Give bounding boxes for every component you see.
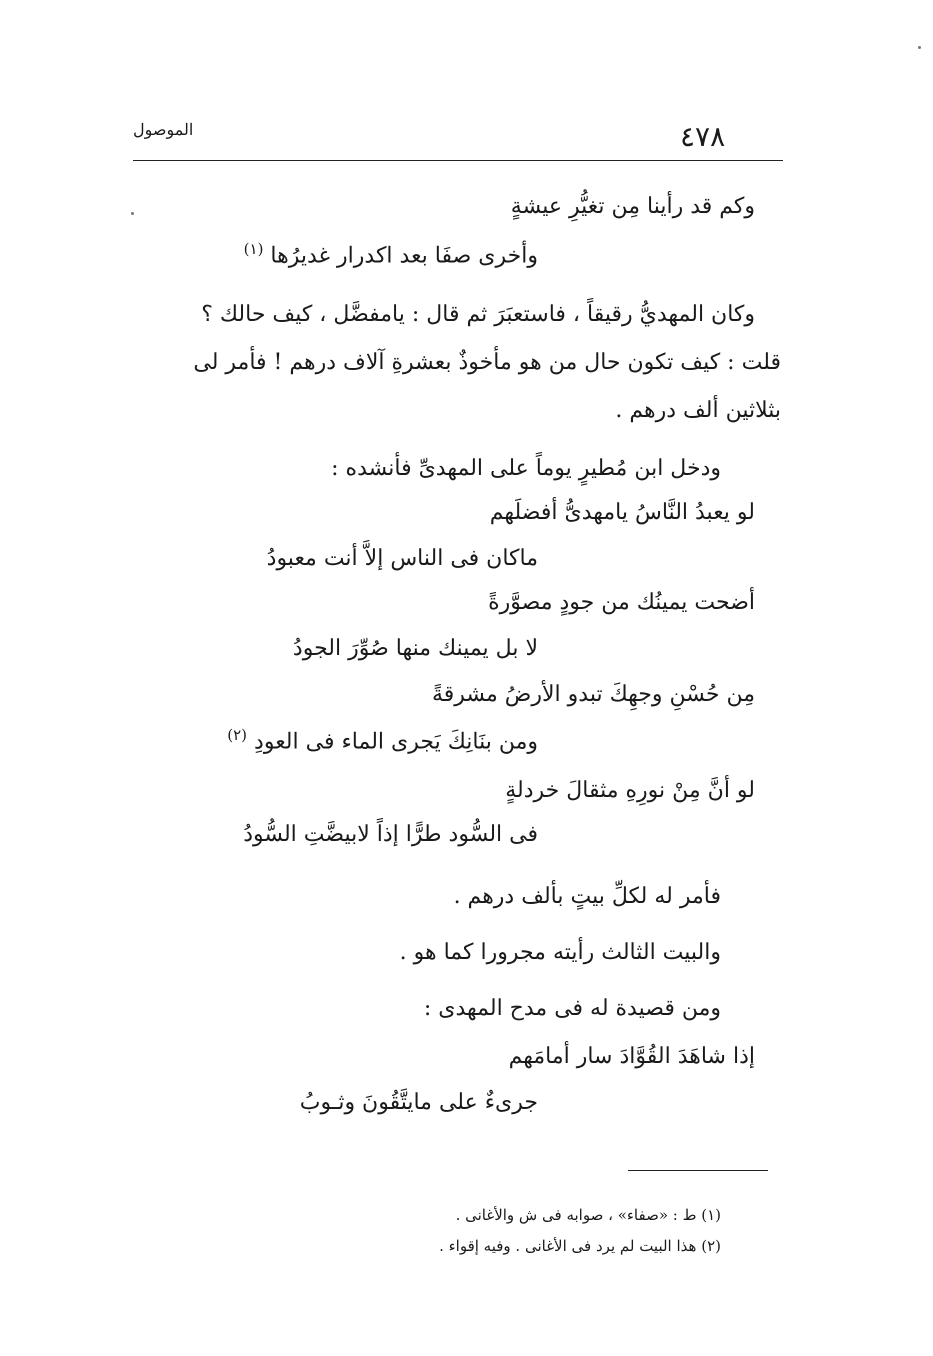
scan-speck: [131, 212, 134, 215]
poem-line: ماكان فى الناس إلاَّ أنت معبودُ: [266, 546, 538, 571]
poem-line: لا بل يمينك منها صُوِّرَ الجودُ: [292, 636, 538, 661]
poem-2-second-hemistich: جرىءٌ على مايتَّقُونَ وثـوبُ: [299, 1090, 538, 1115]
verse-1-first-hemistich: وكم قد رأينا مِن تغيُّرِ عيشةٍ: [510, 194, 755, 219]
prose-paragraph-line-3: بثلاثين ألف درهم .: [615, 398, 781, 423]
page-number: ٤٧٨: [680, 120, 726, 153]
prose-third-verse-note: والبيت الثالث رأيته مجرورا كما هو .: [399, 940, 721, 965]
prose-reward: فأمر له لكلِّ بيتٍ بألف درهم .: [453, 884, 721, 909]
poem-line: لو يعبدُ النَّاسُ يامهدىُّ أفضلَهم: [489, 500, 755, 525]
prose-intro-ibn-mutayr: ودخل ابن مُطيرٍ يوماً على المهدىِّ فأنشده :: [331, 456, 721, 481]
footnote-marker-2: (٢): [227, 726, 248, 744]
verse-1-second-hemistich: [244, 242, 538, 267]
poem-2-first-hemistich: إذا شاهَدَ القُوَّادَ سار أمامَهم: [508, 1044, 755, 1069]
header-rule: [133, 160, 783, 161]
verse-1-second-hemistich-text: وأخرى صفَا بعد اكدرار غديرُها: [270, 243, 538, 269]
footnote-marker-1: (١): [243, 240, 264, 258]
prose-paragraph-line-2: قلت : كيف تكون حال من هو مأخوذٌ بعشرةِ آلاف درهم ! فأمر لى: [193, 350, 781, 375]
poem-line: مِن حُسْنِ وجهِكَ تبدو الأرضُ مشرقةً: [431, 682, 755, 707]
footnote-rule: [628, 1170, 768, 1171]
scan-speck: [918, 46, 921, 49]
prose-paragraph-line-1: وكان المهديُّ رقيقاً ، فاستعبَرَ ثم قال : يامفضَّل ، كيف حالك ؟: [201, 302, 755, 327]
footnote-1: (١) ط : «صفاء» ، صوابه فى ش والأغانى .: [455, 1206, 721, 1224]
poem-line-text: ومن بنَانِكَ يَجرى الماء فى العودِ: [254, 729, 538, 755]
footnote-2: (٢) هذا البيت لم يرد فى الأغانى . وفيه إقواء .: [439, 1237, 721, 1255]
poem-line: لو أنَّ مِنْ نورِهِ مثقالَ خردلةٍ: [505, 778, 755, 803]
poem-line: أضحت يمينُك من جودٍ مصوَّرةً: [488, 590, 755, 615]
prose-intro-qasida: ومن قصيدة له فى مدح المهدى :: [423, 996, 721, 1021]
poem-line: [227, 728, 538, 753]
running-title: الموصول: [133, 120, 194, 139]
poem-line: فى السُّود طرًّا إذاً لابيضَّتِ السُّودُ: [243, 822, 538, 847]
